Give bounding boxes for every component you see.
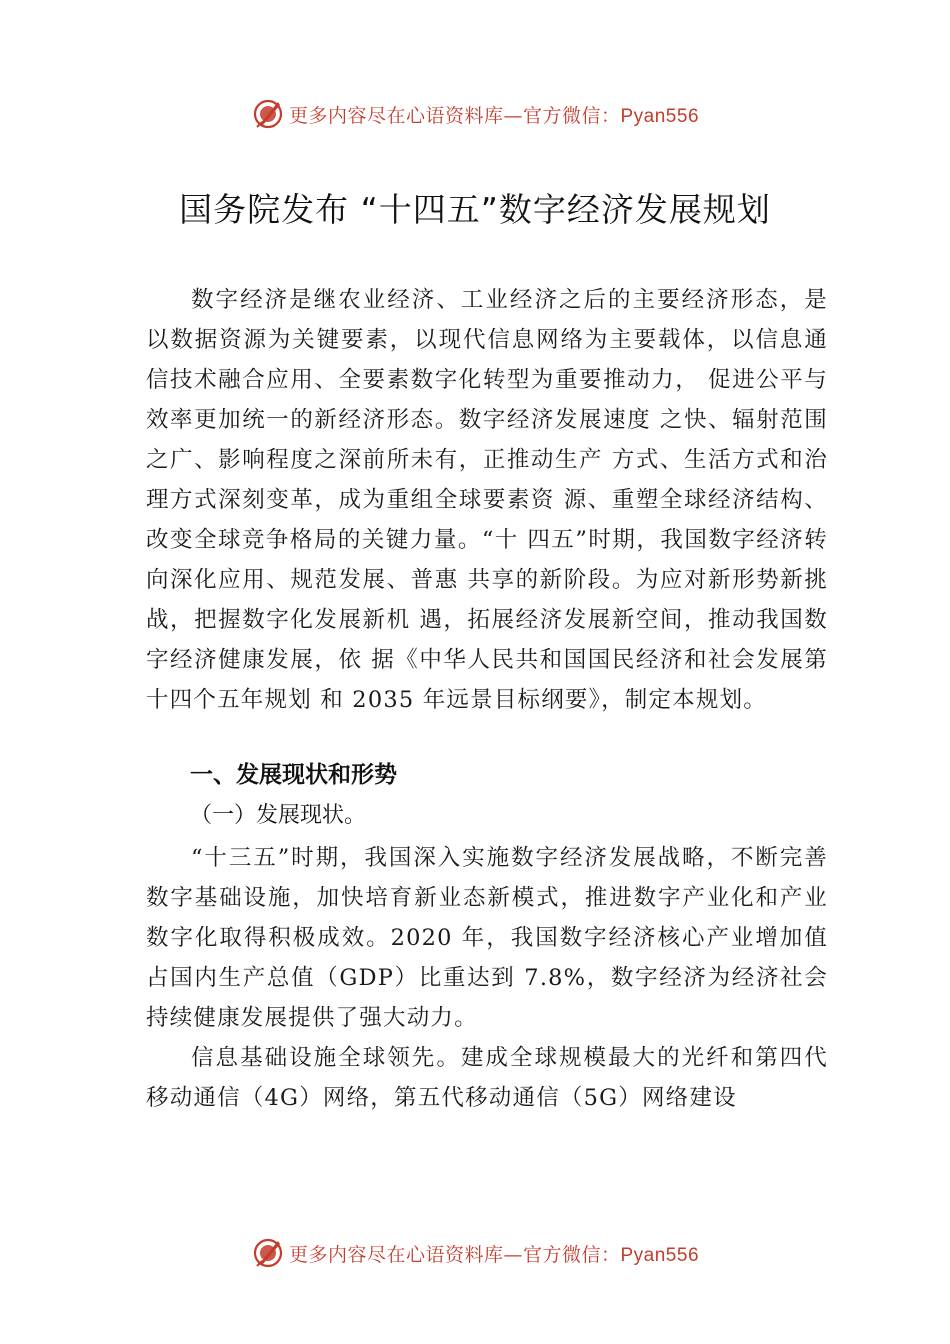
quill-seal-icon bbox=[251, 1236, 285, 1270]
document-title: 国务院发布 “十四五”数字经济发展规划 bbox=[179, 190, 771, 229]
status-paragraph: “十三五”时期，我国深入实施数字经济发展战略，不断完善数字基础设施，加快培育新业态新模式，推进数字产业化和产业数字化取得积极成效。2020 年，我国数字经济核心产业增加值占国内生产总值（GDP）比重达到 7.8%，数字经济为经济社会持续健康发展提供了强大动力。 bbox=[146, 845, 828, 1031]
section-heading: 一、发展现状和形势 bbox=[190, 762, 397, 788]
header-watermark-banner bbox=[0, 92, 950, 136]
quill-seal-icon bbox=[251, 97, 285, 131]
banner-text-cn: 更多内容尽在心语资料库—官方微信： bbox=[288, 104, 621, 127]
banner-text bbox=[289, 1240, 699, 1267]
footer-watermark-banner bbox=[0, 1231, 950, 1275]
subsection-heading: （一）发展现状。 bbox=[190, 803, 367, 828]
intro-paragraph: 数字经济是继农业经济、工业经济之后的主要经济形态，是以数据资源为关键要素，以现代信息网络为主要载体，以信息通信技术融合应用、全要素数字化转型为重要推动力， 促进公平与效率更加统一的新经济形态。数字经济发展速度 之快、辐射范围之广、影响程度之深前所未有，正推动生产 方式、生活方式和治理方式深刻变革，成为重组全球要素资 源、重塑全球经济结构、改变全球竞争格局的关键力量。“十 四五”时期，我国数字经济转向深化应用、规范发展、普惠 共享的新阶段。为应对新形势新挑战，把握数字化发展新机 遇，拓展经济发展新空间，推动我国数字经济健康发展，依 据《中华人民共和国国民经济和社会发展第十四个五年规划 和 2035 年远景目标纲要》，制定本规划。 bbox=[146, 287, 828, 713]
banner-text-cn: 更多内容尽在心语资料库—官方微信： bbox=[288, 1243, 621, 1266]
banner-wechat-id: Pyan556 bbox=[620, 105, 700, 127]
banner-wechat-id: Pyan556 bbox=[620, 1244, 700, 1266]
banner-text bbox=[289, 101, 699, 128]
infrastructure-paragraph: 信息基础设施全球领先。建成全球规模最大的光纤和第四代移动通信（4G）网络，第五代移动通信（5G）网络建设 bbox=[146, 1045, 828, 1111]
